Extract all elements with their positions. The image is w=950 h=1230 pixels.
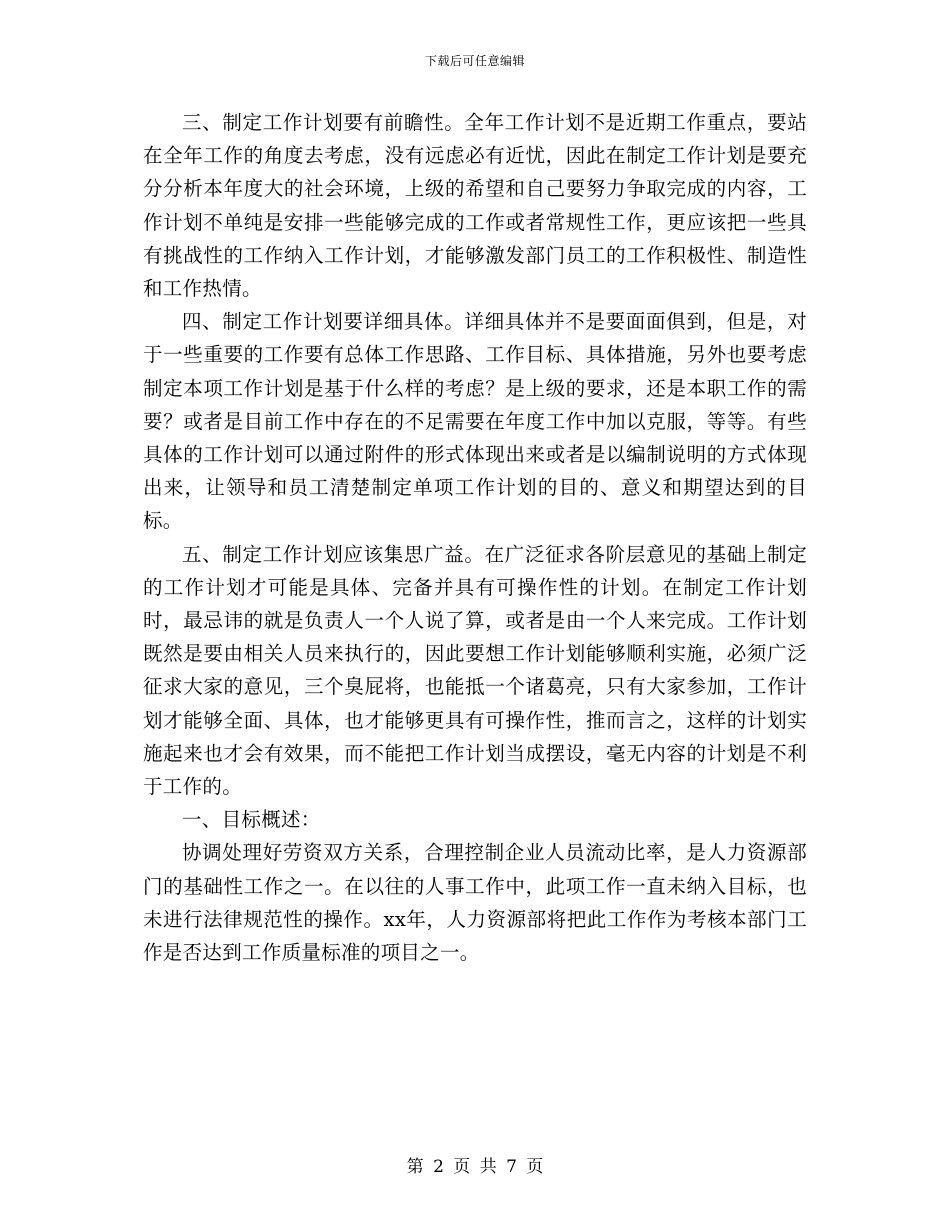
- page-number-footer: 第 2 页 共 7 页: [406, 1157, 544, 1177]
- paragraph-detailed-specific: 四、制定工作计划要详细具体。详细具体并不是要面面俱到，但是，对于一些重要的工作要有总体工作思路、工作目标、具体措施，另外也要考虑制定本项工作计划是基于什么样的考虑？是上级的要求，还是本职工作的需要？或者是目前工作中存在的不足需要在年度工作中加以克服，等等。有些具体的工作计划可以通过附件的形式体现出来或者是以编制说明的方式体现出来，让领导和员工清楚制定单项工作计划的目的、意义和期望达到的目标。: [143, 310, 807, 533]
- paragraph-forward-looking: 三、制定工作计划要有前瞻性。全年工作计划不是近期工作重点，要站在全年工作的角度去考虑，没有远虑必有近忧，因此在制定工作计划是要充分分析本年度大的社会环境，上级的希望和自己要努力争取完成的内容，工作计划不单纯是安排一些能够完成的工作或者常规性工作，更应该把一些具有挑战性的工作纳入工作计划，才能够激发部门员工的工作积极性、制造性和工作热情。: [143, 111, 807, 301]
- page-header: 下载后可任意编辑: [424, 54, 525, 68]
- paragraph-collective-wisdom: 五、制定工作计划应该集思广益。在广泛征求各阶层意见的基础上制定的工作计划才可能是具体、完备并具有可操作性的计划。在制定工作计划时，最忌讳的就是负责人一个人说了算，或者是由一个人来完成。工作计划既然是要由相关人员来执行的，因此要想工作计划能够顺利实施，必须广泛征求大家的意见，三个臭屁将，也能抵一个诸葛亮，只有大家参加，工作计划才能够全面、具体，也才能够更具有可操作性，推而言之，这样的计划实施起来也才会有效果，而不能把工作计划当成摆设，毫无内容的计划是不利于工作的。: [143, 542, 807, 799]
- section-heading-goal-overview: 一、目标概述：: [182, 808, 321, 832]
- document-body: [143, 106, 807, 969]
- paragraph-labor-relations: 协调处理好劳资双方关系，合理控制企业人员流动比率，是人力资源部门的基础性工作之一。在以往的人事工作中，此项工作一直未纳入目标，也未进行法律规范性的操作。xx年，人力资源部将把此工作作为考核本部门工作是否达到工作质量标准的项目之一。: [143, 841, 807, 965]
